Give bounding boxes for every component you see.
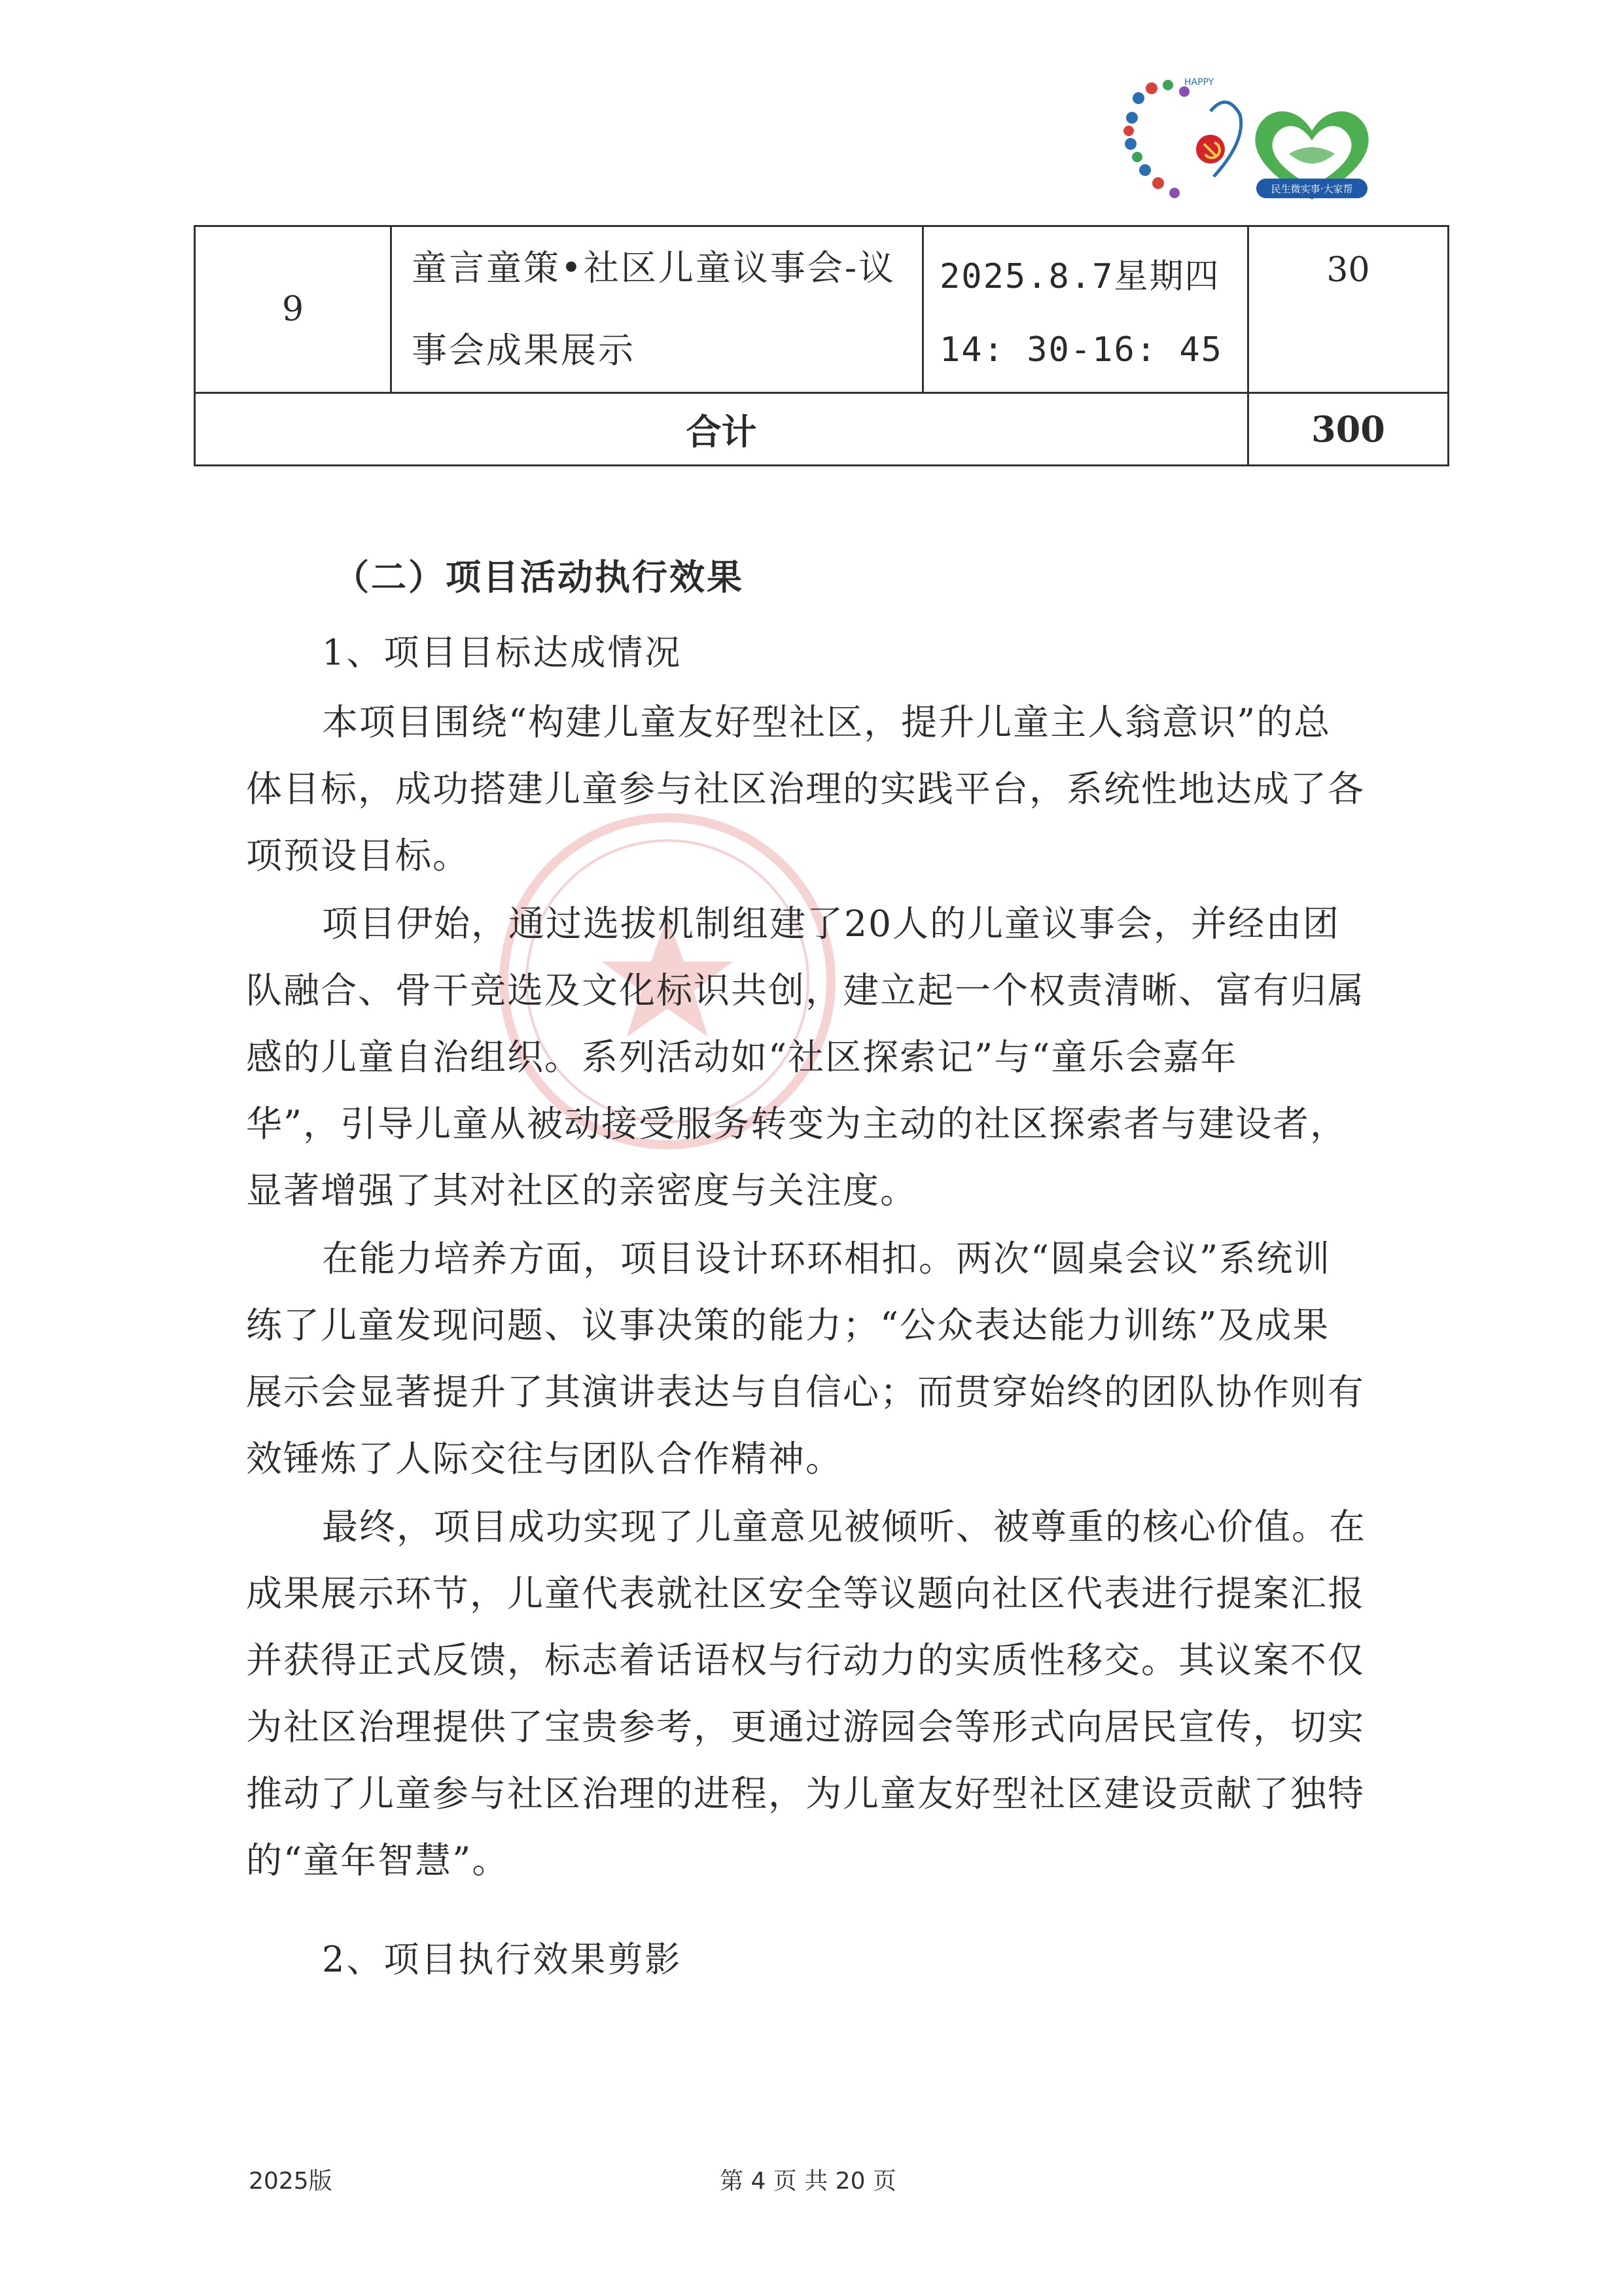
paragraph-line: 成果展示环节，儿童代表就社区安全等议题向社区代表进行提案汇报	[246, 1573, 1366, 1614]
children-heart-logo	[1112, 72, 1250, 203]
time-line: 2025.8.7星期四	[940, 257, 1220, 296]
paragraph-line: 的“童年智慧”。	[246, 1839, 510, 1881]
svg-text:HAPPY: HAPPY	[1184, 77, 1214, 88]
paragraph-line: 显著增强了其对社区的亲密度与关注度。	[246, 1170, 918, 1211]
svg-text:民生微实事·大家帮: 民生微实事·大家帮	[1271, 183, 1353, 195]
paragraph-line: 项目伊始，通过选拔机制组建了20人的儿童议事会，并经由团	[322, 903, 1340, 945]
subsection-title: 1、项目目标达成情况	[322, 632, 682, 673]
paragraph-line: 推动了儿童参与社区治理的进程，为儿童友好型社区建设贡献了独特	[246, 1773, 1366, 1815]
time-line: 14: 30-16: 45	[940, 330, 1223, 370]
paragraph-line: 在能力培养方面，项目设计环环相扣。两次“圆桌会议”系统训	[322, 1238, 1332, 1279]
subsection-title: 2、项目执行效果剪影	[322, 1939, 682, 1980]
paragraph-line: 队融合、骨干竞选及文化标识共创，建立起一个权责清晰、富有归属	[246, 969, 1366, 1011]
table-row	[195, 226, 1449, 393]
paragraph-line: 本项目围绕“构建儿童友好型社区，提升儿童主人翁意识”的总	[322, 701, 1332, 743]
page-number: 第 4 页 共 20 页	[720, 2168, 896, 2195]
paragraph-line: 并获得正式反馈，标志着话语权与行动力的实质性移交。其议案不仅	[246, 1639, 1366, 1681]
paragraph-line: 练了儿童发现问题、议事决策的能力；“公众表达能力训练”及成果	[246, 1304, 1330, 1346]
activity-name	[391, 226, 923, 393]
paragraph-line: 项预设目标。	[246, 835, 470, 877]
participant-count: 30	[1248, 226, 1449, 393]
paragraph-line: 感的儿童自治组织。系列活动如“社区探索记”与“童乐会嘉年	[246, 1036, 1238, 1078]
paragraph-line: 最终，项目成功实现了儿童意见被倾听、被尊重的核心价值。在	[322, 1506, 1367, 1548]
paragraph-line: 体目标，成功搭建儿童参与社区治理的实践平台，系统性地达成了各	[246, 768, 1366, 810]
community-service-logo	[1243, 101, 1381, 206]
paragraph-line: 效锤炼了人际交往与团队合作精神。	[246, 1438, 843, 1480]
total-label: 合计	[195, 393, 1248, 466]
paragraph-line: 展示会显著提升了其演讲表达与自信心；而贯穿始终的团队协作则有	[246, 1371, 1366, 1413]
activity-line: 事会成果展示	[412, 330, 635, 371]
activity-time	[923, 226, 1248, 393]
section-heading: （二）项目活动执行效果	[334, 556, 744, 598]
paragraph-line: 为社区治理提供了宝贵参考，更通过游园会等形式向居民宣传，切实	[246, 1706, 1366, 1748]
row-index: 9	[195, 226, 391, 393]
paragraph-line: 华”，引导儿童从被动接受服务转变为主动的社区探索者与建设者，	[246, 1103, 1348, 1145]
activity-schedule-table	[194, 225, 1449, 466]
total-value: 300	[1248, 393, 1449, 466]
activity-line: 童言童策•社区儿童议事会-议	[412, 247, 896, 288]
version-label: 2025版	[249, 2168, 332, 2195]
total-row	[195, 393, 1449, 466]
